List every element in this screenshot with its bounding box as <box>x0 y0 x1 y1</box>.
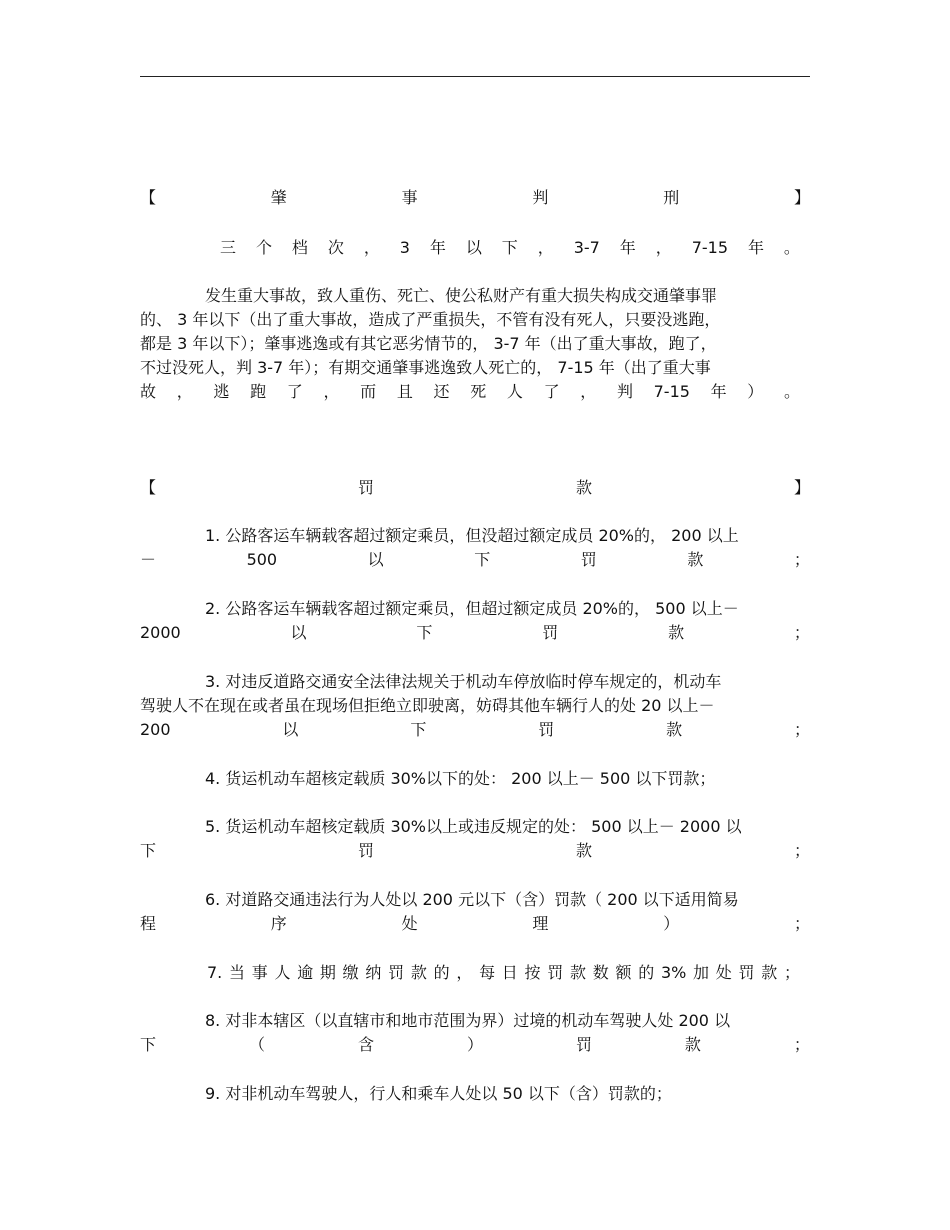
item-line: 下 罚 款 ； <box>140 841 810 860</box>
paragraph-line: 发生重大事故，致人重伤、死亡、使公私财产有重大损失构成交通肇事罪 <box>205 286 718 305</box>
item-line: 5. 货运机动车超核定载质 30%以上或违反规定的处： 500 以上－ 2000 以 <box>205 817 742 836</box>
item-line: 3. 对违反道路交通安全法律法规关于机动车停放临时停车规定的，机动车 <box>205 672 722 691</box>
item-line: － 500 以 下 罚 款 ； <box>140 550 810 569</box>
item-line: 下 （ 含 ） 罚 款 ； <box>140 1035 810 1054</box>
item-line: 1. 公路客运车辆载客超过额定乘员，但没超过额定成员 20%的， 200 以上 <box>205 526 739 545</box>
item-line: 程 序 处 理 ） ； <box>140 914 810 933</box>
header-rule <box>140 76 810 77</box>
item-line: 200 以 下 罚 款 ； <box>140 720 810 739</box>
fine-item-7: 7. 当 事 人 逾 期 缴 纳 罚 款 的 ， 每 日 按 罚 款 数 额 的 3% 加 处 罚 款 ； <box>207 963 800 982</box>
paragraph-line: 都是 3 年以下）；肇事逃逸或有其它恶劣情节的， 3-7 年（出了重大事故，跑了， <box>140 334 717 353</box>
item-line: 8. 对非本辖区（以直辖市和地市范围为界）过境的机动车驾驶人处 200 以 <box>205 1011 731 1030</box>
item-line: 6. 对道路交通违法行为人处以 200 元以下（含）罚款（ 200 以下适用简易 <box>205 890 739 909</box>
paragraph-line: 的、 3 年以下（出了重大事故，造成了严重损失，不管有没有死人，只要没逃跑， <box>140 310 721 329</box>
item-line: 2000 以 下 罚 款 ； <box>140 623 810 642</box>
paragraph-line: 故 ， 逃 跑 了 ， 而 且 还 死 人 了 ， 判 7-15 年 ） 。 <box>140 382 800 401</box>
section1-heading: 【 肇 事 判 刑 】 <box>140 188 810 207</box>
item-line: 驾驶人不在现在或者虽在现场但拒绝立即驶离，妨碍其他车辆行人的处 20 以上－ <box>140 696 715 715</box>
section2-heading: 【 罚 款 】 <box>140 478 810 497</box>
paragraph-line: 不过没死人，判 3-7 年）；有期交通肇事逃逸致人死亡的， 7-15 年（出了重大事 <box>140 358 711 377</box>
sentence-tiers-summary: 三 个 档 次 ， 3 年 以 下 ， 3-7 年 ， 7-15 年 。 <box>220 238 800 257</box>
item-line: 2. 公路客运车辆载客超过额定乘员，但超过额定成员 20%的， 500 以上－ <box>205 599 739 618</box>
fine-item-4: 4. 货运机动车超核定载质 30%以下的处： 200 以上－ 500 以下罚款； <box>205 769 716 788</box>
fine-item-9: 9. 对非机动车驾驶人，行人和乘车人处以 50 以下（含）罚款的； <box>205 1084 672 1103</box>
